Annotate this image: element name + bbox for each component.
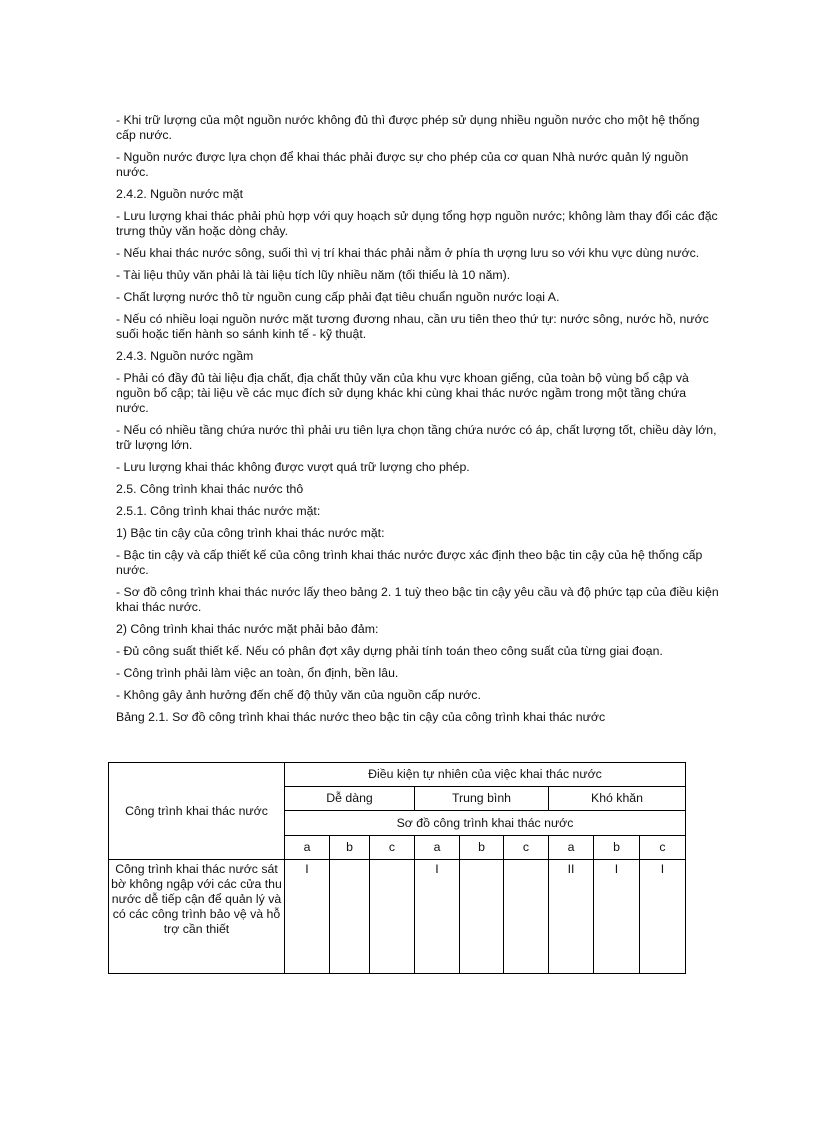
sub-column-header: a — [549, 836, 594, 860]
document-body — [116, 113, 722, 731]
sub-column-header: a — [415, 836, 460, 860]
sub-column-header: b — [330, 836, 370, 860]
table-cell: II — [549, 860, 594, 974]
section-heading: 2.5.1. Công trình khai thác nước mặt: — [116, 504, 321, 518]
sub-column-header: b — [460, 836, 504, 860]
paragraph: - Khi trữ lượng của một nguồn nước không đủ thì được phép sử dụng nhiều nguồn nước cho một hệ thống cấp nước. — [116, 113, 700, 142]
table-cell — [330, 860, 370, 974]
sub-column-header: c — [640, 836, 686, 860]
paragraph: 1) Bậc tin cậy của công trình khai thác nước mặt: — [116, 526, 385, 540]
table-row — [109, 860, 686, 974]
table-cell: I — [594, 860, 640, 974]
column-header-natural-conditions: Điều kiện tự nhiên của việc khai thác nước — [285, 763, 686, 787]
condition-difficult: Khó khăn — [549, 787, 686, 811]
section-heading: 2.5. Công trình khai thác nước thô — [116, 482, 304, 496]
paragraph: - Tài liệu thủy văn phải là tài liệu tích lũy nhiều năm (tối thiểu là 10 năm). — [116, 268, 511, 282]
section-heading: 2.4.3. Nguồn nước ngầm — [116, 349, 254, 363]
paragraph: 2) Công trình khai thác nước mặt phải bảo đảm: — [116, 622, 379, 636]
table-cell: I — [415, 860, 460, 974]
table-header-row — [109, 763, 686, 787]
paragraph: - Bậc tin cậy và cấp thiết kế của công trình khai thác nước được xác định theo bậc tin cậy của hệ thống cấp nước. — [116, 548, 703, 577]
paragraph: - Nguồn nước được lựa chọn để khai thác phải được sự cho phép của cơ quan Nhà nước quản lý nguồn nước. — [116, 150, 689, 179]
paragraph: - Công trình phải làm việc an toàn, ổn định, bền lâu. — [116, 666, 399, 680]
sub-column-header: c — [370, 836, 415, 860]
sub-column-header: a — [285, 836, 330, 860]
paragraph: - Lưu lượng khai thác không được vượt quá trữ lượng cho phép. — [116, 460, 470, 474]
column-header-works: Công trình khai thác nước — [109, 763, 285, 860]
paragraph: - Không gây ảnh hưởng đến chế độ thủy văn của nguồn cấp nước. — [116, 688, 481, 702]
table-caption: Bảng 2.1. Sơ đồ công trình khai thác nước theo bậc tin cậy của công trình khai thác nước — [116, 710, 606, 724]
condition-medium: Trung bình — [415, 787, 549, 811]
table-cell: I — [640, 860, 686, 974]
paragraph: - Chất lượng nước thô từ nguồn cung cấp phải đạt tiêu chuẩn nguồn nước loại A. — [116, 290, 560, 304]
table-cell — [370, 860, 415, 974]
row-label: Công trình khai thác nước sát bờ không ngập với các cửa thu nước dễ tiếp cận để quản lý và có các công trình bảo vệ và hỗ trợ cần thiết — [109, 860, 285, 974]
paragraph: - Nếu có nhiều tầng chứa nước thì phải ưu tiên lựa chọn tầng chứa nước có áp, chất lượng tốt, chiều dày lớn, trữ lượng lớn. — [116, 423, 717, 452]
paragraph: - Phải có đầy đủ tài liệu địa chất, địa chất thủy văn của khu vực khoan giếng, của toàn bộ vùng bổ cập và nguồn bổ cập; tài liệu về các mục đích sử dụng khác khi cùng khai thác nước ngầm trong một tầng chứa nước. — [116, 371, 689, 415]
table-cell — [504, 860, 549, 974]
table-cell: I — [285, 860, 330, 974]
paragraph: - Nếu khai thác nước sông, suối thì vị trí khai thác phải nằm ở phía th ượng lưu so với khu vực dùng nước. — [116, 246, 700, 260]
paragraph: - Nếu có nhiều loại nguồn nước mặt tương đương nhau, cần ưu tiên theo thứ tự: nước sông, nước hồ, nước suối hoặc tiến hành so sánh kinh tế - kỹ thuật. — [116, 312, 709, 341]
section-heading: 2.4.2. Nguồn nước mặt — [116, 187, 244, 201]
condition-easy: Dễ dàng — [285, 787, 415, 811]
paragraph: - Lưu lượng khai thác phải phù hợp với quy hoạch sử dụng tổng hợp nguồn nước; không làm thay đổi các đặc trưng thủy văn hoặc dòng chảy. — [116, 209, 718, 238]
scheme-header: Sơ đồ công trình khai thác nước — [285, 811, 686, 836]
paragraph: - Đủ công suất thiết kế. Nếu có phân đợt xây dựng phải tính toán theo công suất của từng giai đoạn. — [116, 644, 663, 658]
sub-column-header: b — [594, 836, 640, 860]
table-cell — [460, 860, 504, 974]
paragraph: - Sơ đồ công trình khai thác nước lấy theo bảng 2. 1 tuỳ theo bậc tin cậy yêu cầu và độ phức tạp của điều kiện khai thác nước. — [116, 585, 719, 614]
sub-column-header: c — [504, 836, 549, 860]
scheme-table — [108, 762, 686, 974]
